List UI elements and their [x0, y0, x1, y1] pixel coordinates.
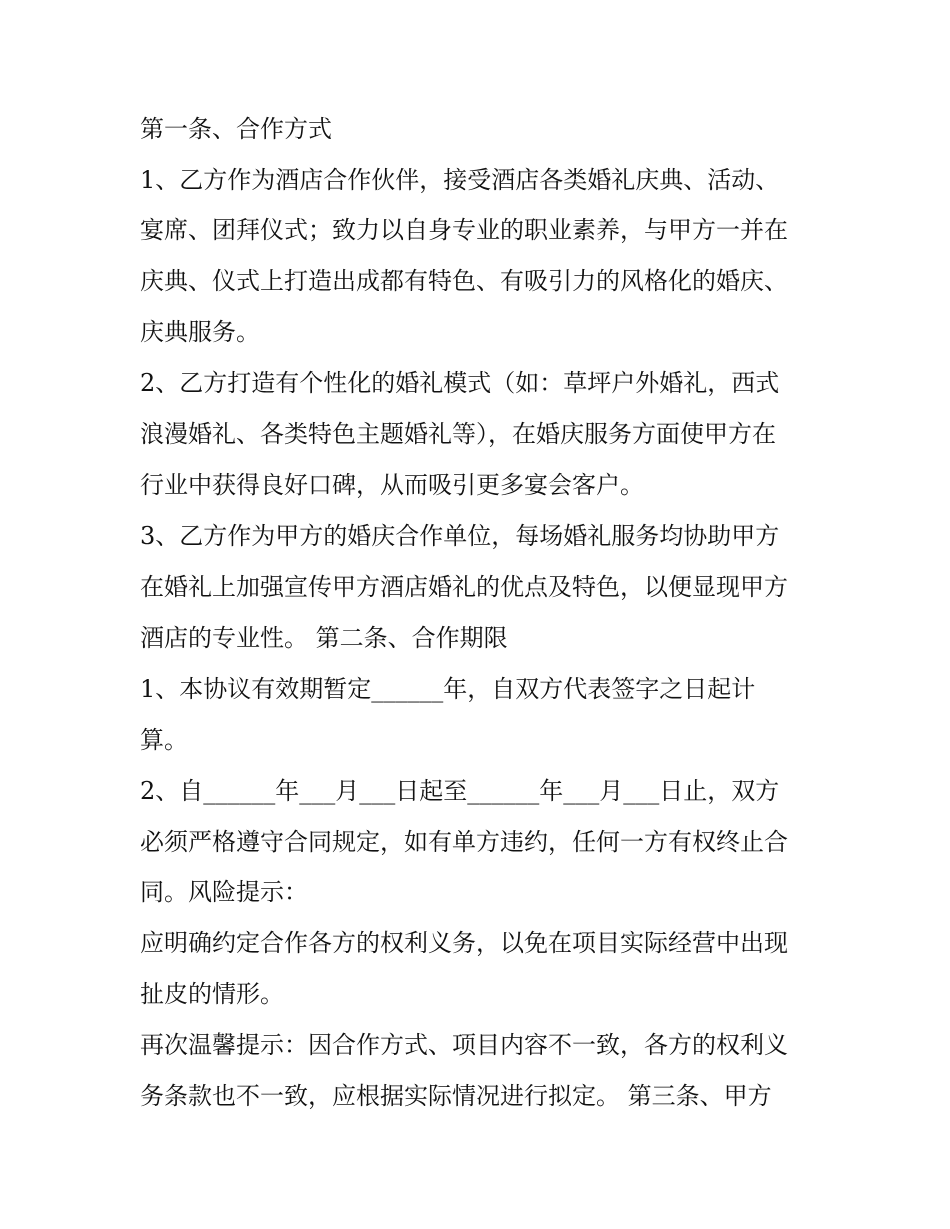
- paragraph-line: 行业中获得良好口碑，从而吸引更多宴会客户。: [140, 471, 644, 499]
- paragraph-line: 浪漫婚礼、各类特色主题婚礼等），在婚庆服务方面使甲方在: [140, 420, 776, 448]
- paragraph-line: 在婚礼上加强宣传甲方酒店婚礼的优点及特色，以便显现甲方: [140, 573, 788, 601]
- paragraph-line: 庆典、仪式上打造出成都有特色、有吸引力的风格化的婚庆、: [140, 267, 788, 295]
- paragraph-line: 酒店的专业性。 第二条、合作期限: [140, 624, 508, 652]
- paragraph-line: 同。风险提示：: [140, 878, 308, 906]
- paragraph-line: 庆典服务。: [140, 318, 260, 346]
- paragraph-line: 宴席、团拜仪式；致力以自身专业的职业素养，与甲方一并在: [140, 216, 788, 244]
- paragraph-line: 务条款也不一致，应根据实际情况进行拟定。 第三条、甲方: [140, 1082, 772, 1110]
- paragraph-line: 算。: [140, 726, 188, 754]
- paragraph-line: 3、乙方作为甲方的婚庆合作单位，每场婚礼服务均协助甲方: [140, 522, 780, 550]
- paragraph-line: 再次温馨提示：因合作方式、项目内容不一致，各方的权利义: [140, 1031, 788, 1059]
- paragraph-line: 应明确约定合作各方的权利义务，以免在项目实际经营中出现: [140, 929, 788, 957]
- paragraph-line: 1、本协议有效期暂定______年，自双方代表签字之日起计: [140, 675, 756, 703]
- paragraph-line: 2、自______年___月___日起至______年___月___日止，双方: [140, 777, 780, 805]
- paragraph-line: 扯皮的情形。: [140, 980, 284, 1008]
- section-heading-1: 第一条、合作方式: [140, 115, 332, 143]
- paragraph-line: 必须严格遵守合同规定，如有单方违约，任何一方有权终止合: [140, 828, 788, 856]
- paragraph-line: 1、乙方作为酒店合作伙伴，接受酒店各类婚礼庆典、活动、: [140, 166, 780, 194]
- paragraph-line: 2、乙方打造有个性化的婚礼模式（如：草坪户外婚礼，西式: [140, 369, 780, 397]
